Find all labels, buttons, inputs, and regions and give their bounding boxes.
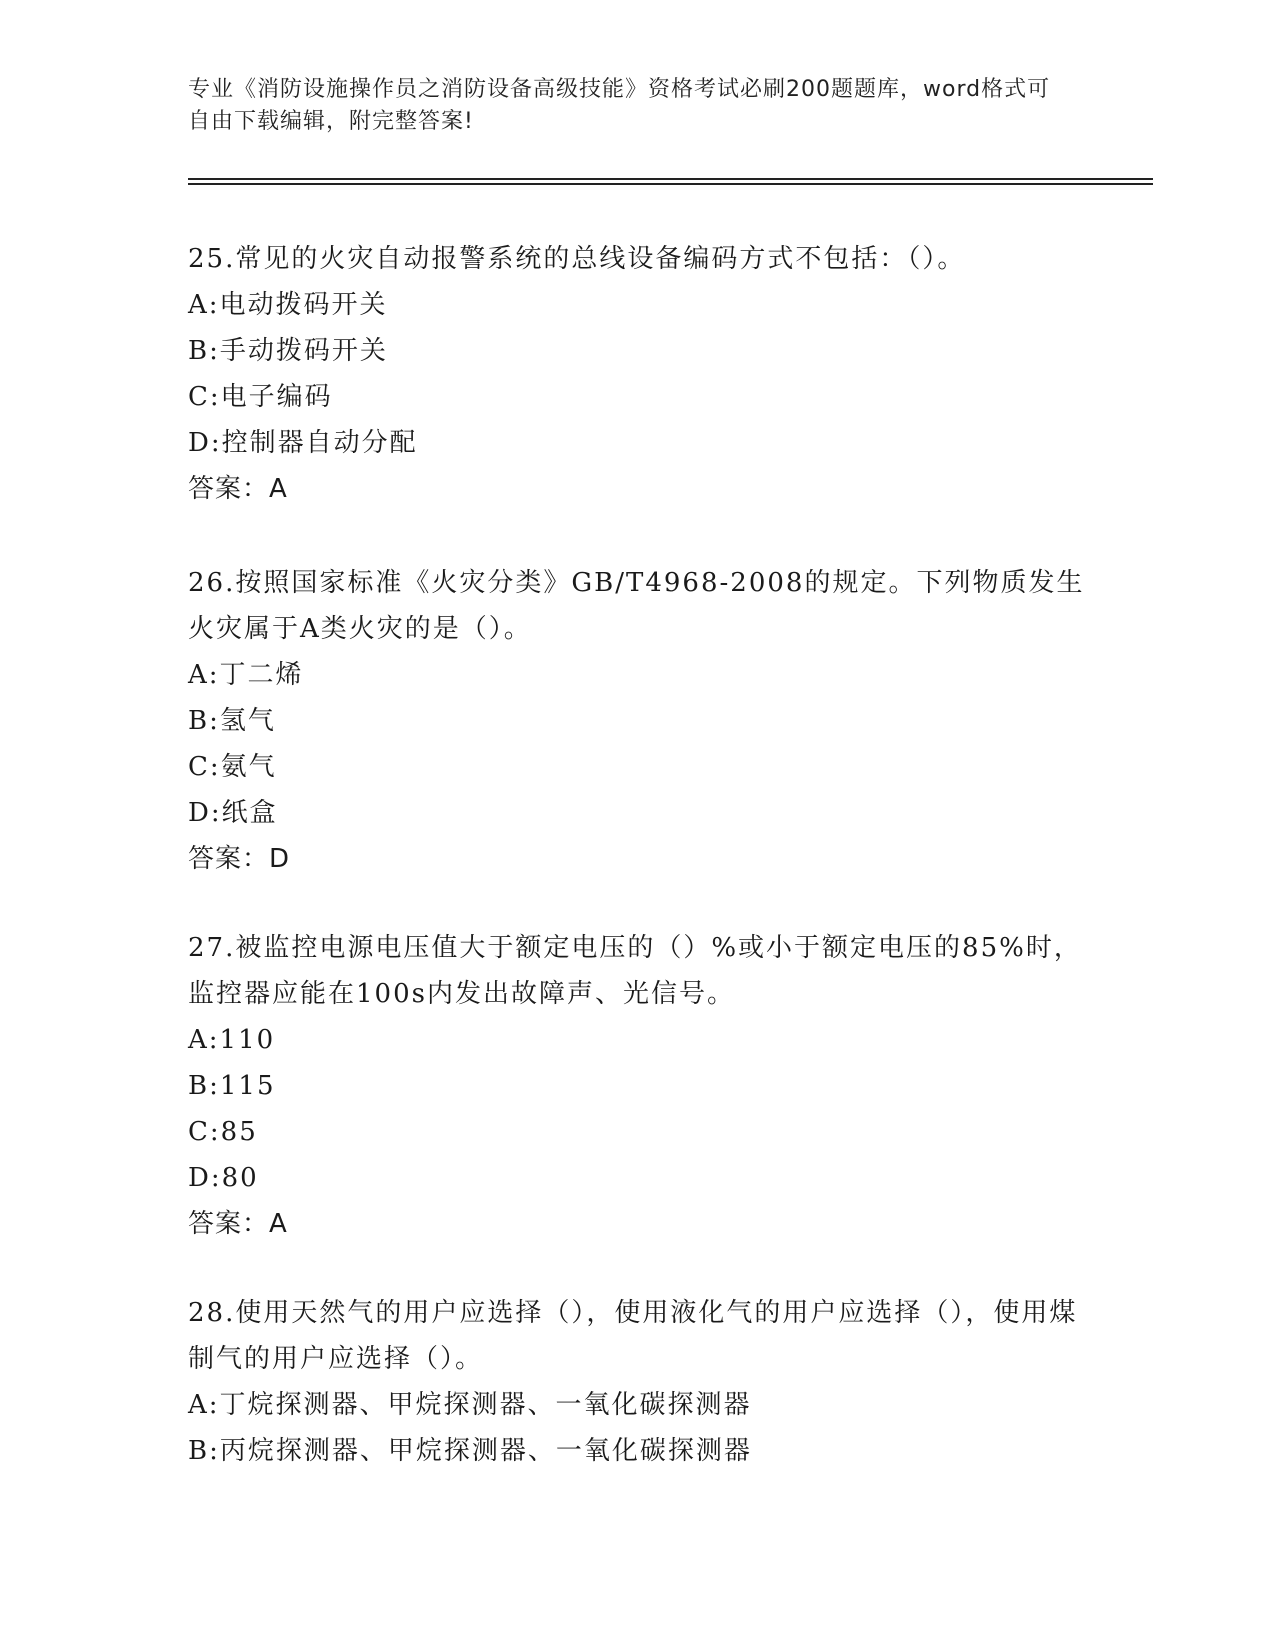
option-b: B:手动拨码开关 [188,336,388,366]
option-d: D:80 [188,1163,259,1193]
question-26 [188,560,1088,882]
question-stem: 27.被监控电源电压值大于额定电压的（）%或小于额定电压的85%时，监控器应能在100s内发出故障声、光信号。 [188,933,1082,1009]
question-27 [188,925,1088,1247]
option-b: B:115 [188,1071,276,1101]
header-divider-bottom [188,183,1153,185]
option-a: A:110 [188,1025,276,1055]
option-c: C:氨气 [188,752,277,782]
option-a: A:丁二烯 [188,660,304,690]
answer: 答案：D [188,844,291,874]
question-25 [188,236,1088,512]
answer: 答案：A [188,474,288,504]
option-b: B:丙烷探测器、甲烷探测器、一氧化碳探测器 [188,1436,752,1466]
option-d: D:控制器自动分配 [188,428,418,458]
option-d: D:纸盒 [188,798,278,828]
option-a: A:丁烷探测器、甲烷探测器、一氧化碳探测器 [188,1390,752,1420]
option-c: C:85 [188,1117,258,1147]
question-stem: 25.常见的火灾自动报警系统的总线设备编码方式不包括：（）。 [188,244,966,274]
option-c: C:电子编码 [188,382,333,412]
question-stem: 26.按照国家标准《火灾分类》GB/T4968-2008的规定。下列物质发生火灾属于A类火灾的是（）。 [188,568,1085,644]
option-b: B:氢气 [188,706,276,736]
answer: 答案：A [188,1209,288,1239]
option-a: A:电动拨码开关 [188,290,388,320]
question-28 [188,1290,1088,1474]
question-stem: 28.使用天然气的用户应选择（），使用液化气的用户应选择（），使用煤制气的用户应选择（）。 [188,1298,1078,1374]
document-header: 专业《消防设施操作员之消防设备高级技能》资格考试必刷200题题库，word格式可自由下载编辑，附完整答案! [188,77,1051,134]
header-divider-top [188,178,1153,180]
